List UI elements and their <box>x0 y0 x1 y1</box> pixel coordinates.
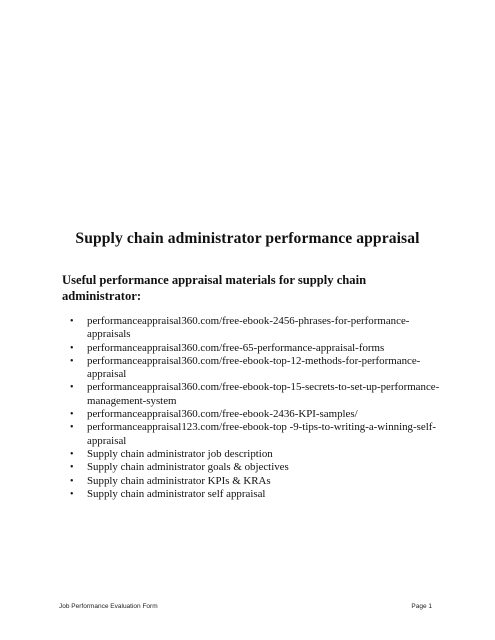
bullet-icon: • <box>70 475 74 487</box>
list-item-text: performanceappraisal360.com/free-ebook-2436-KPI-samples/ <box>87 408 358 421</box>
bullet-icon: • <box>70 488 74 500</box>
page-number: Page 1 <box>411 603 432 610</box>
list-item[interactable] <box>70 355 440 382</box>
page-title: Supply chain administrator performance appraisal <box>75 230 420 247</box>
list-item[interactable] <box>70 381 440 408</box>
resource-list <box>70 315 440 501</box>
list-item-text: performanceappraisal123.com/free-ebook-top -9-tips-to-writing-a-winning-self-appraisal <box>87 421 436 447</box>
bullet-icon: • <box>70 409 74 421</box>
footer-label: Job Performance Evaluation Form <box>59 603 158 610</box>
list-item-text: performanceappraisal360.com/free-ebook-2456-phrases-for-performance-appraisals <box>87 315 410 341</box>
list-item-text: Supply chain administrator KPIs & KRAs <box>87 474 271 487</box>
list-item-text: Supply chain administrator goals & objectives <box>87 461 289 474</box>
list-item[interactable] <box>70 475 440 488</box>
bullet-icon: • <box>70 355 74 367</box>
bullet-icon: • <box>70 422 74 434</box>
bullet-icon: • <box>70 342 74 354</box>
list-item[interactable] <box>70 408 440 421</box>
list-item[interactable] <box>70 342 440 355</box>
list-item-text: Supply chain administrator job description <box>87 447 273 460</box>
bullet-icon: • <box>70 316 74 327</box>
list-item[interactable] <box>70 315 440 342</box>
bullet-icon: • <box>70 462 74 474</box>
list-item-text: Supply chain administrator self appraisal <box>87 487 266 500</box>
list-item-text: performanceappraisal360.com/free-ebook-top-12-methods-for-performance-appraisal <box>87 354 421 381</box>
list-item[interactable] <box>70 448 440 461</box>
list-item[interactable] <box>70 421 440 448</box>
subtitle: Useful performance appraisal materials for supply chain administrator: <box>62 273 367 303</box>
bullet-icon: • <box>70 382 74 394</box>
list-item-text: performanceappraisal360.com/free-65-performance-appraisal-forms <box>87 341 385 354</box>
list-item[interactable] <box>70 461 440 474</box>
bullet-icon: • <box>70 448 74 460</box>
list-item[interactable] <box>70 488 440 501</box>
list-item-text: performanceappraisal360.com/free-ebook-top-15-secrets-to-set-up-performance-management-system <box>87 381 440 407</box>
